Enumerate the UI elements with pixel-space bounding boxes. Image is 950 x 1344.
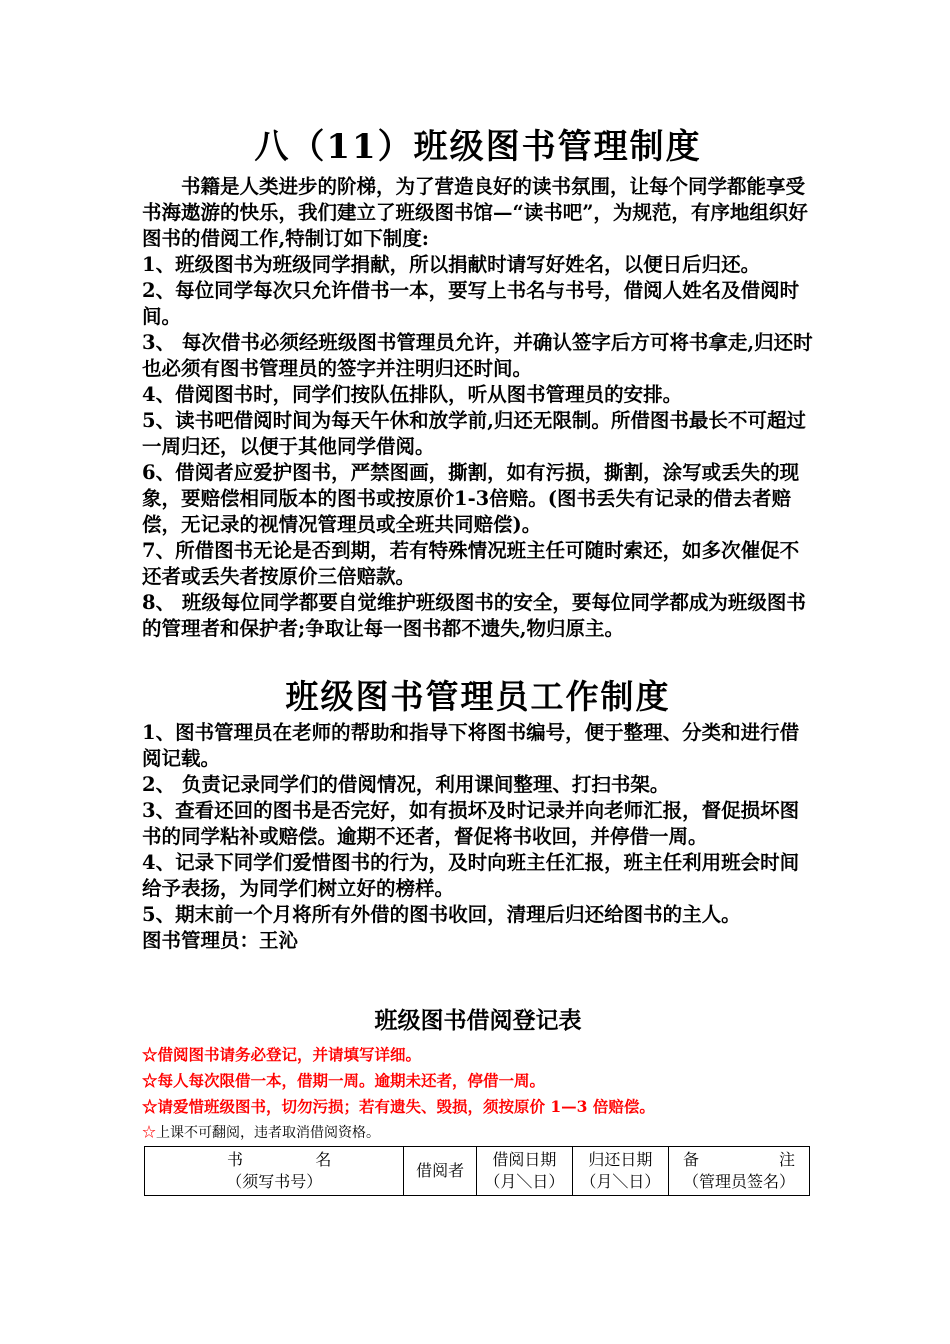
header-borrow-date (476, 1147, 572, 1196)
rules-intro: 书籍是人类进步的阶梯，为了营造良好的读书氛围，让每个同学都能享受书海遨游的快乐，我们建立了班级图书馆—“读书吧”，为规范，有序地组织好图书的借阅工作,特制订如下制度: (142, 175, 808, 250)
rules-title: 八（11）班级图书管理制度 (254, 127, 702, 167)
header-return-date (572, 1147, 668, 1196)
register-header-row (145, 1147, 810, 1196)
duty-item: 4、记录下同学们爱惜图书的行为，及时向班主任汇报，班主任利用班会时间给予表扬，为同学们树立好的榜样。 (142, 851, 800, 900)
rule-item: 2、每位同学每次只允许借书一本，要写上书名与书号，借阅人姓名及借阅时间。 (142, 279, 800, 328)
header-note-char: 注 (778, 1150, 795, 1169)
header-note-sub: （管理员签名） (682, 1172, 795, 1191)
header-borrow-date-sub: （月＼日） (484, 1172, 565, 1191)
duty-item: 1、图书管理员在老师的帮助和指导下将图书编号，便于整理、分类和进行借阅记载。 (142, 721, 800, 770)
header-book-char: 书 (227, 1150, 244, 1169)
star-icon: ☆ (142, 1125, 156, 1141)
header-book-char: 名 (315, 1150, 332, 1169)
librarian-title: 班级图书管理员工作制度 (285, 677, 671, 716)
register-note: ☆借阅图书请务必登记，并请填写详细。 (142, 1045, 422, 1064)
header-note-char: 备 (682, 1150, 699, 1169)
register-note: ☆每人每次限借一本，借期一周。逾期未还者，停借一周。 (142, 1071, 546, 1090)
header-book-sub: （须写书号） (226, 1172, 323, 1191)
librarian-signature: 图书管理员：王沁 (142, 929, 299, 952)
rule-item: 3、 每次借书必须经班级图书管理员允许，并确认签字后方可将书拿走,归还时也必须有图书管理员的签字并注明归还时间。 (142, 331, 813, 380)
register-note: ☆请爱惜班级图书，切勿污损；若有遗失、毁损，须按原价 1—3 倍赔偿。 (142, 1097, 655, 1116)
rule-item: 4、借阅图书时，同学们按队伍排队，听从图书管理员的安排。 (142, 383, 683, 406)
register-table (144, 1146, 810, 1196)
header-note (668, 1147, 809, 1196)
rules-section (142, 174, 814, 642)
rule-item: 5、读书吧借阅时间为每天午休和放学前,归还无限制。所借图书最长不可超过一周归还，以便于其他同学借阅。 (142, 409, 806, 458)
register-note-text: 上课不可翻阅，违者取消借阅资格。 (156, 1125, 380, 1141)
rule-item: 1、班级图书为班级同学捐献，所以捐献时请写好姓名，以便日后归还。 (142, 253, 761, 276)
rule-item: 6、借阅者应爱护图书，严禁图画，撕割，如有污损，撕割，涂写或丢失的现象，要赔偿相同版本的图书或按原价1-3倍赔。(图书丢失有记录的借去者赔偿，无记录的视情况管理员或全班共同赔偿)。 (142, 461, 800, 536)
register-note-plain (142, 1120, 814, 1146)
rule-item: 8、 班级每位同学都要自觉维护班级图书的安全，要每位同学都成为班级图书的管理者和保护者;争取让每一图书都不遗失,物归原主。 (142, 591, 806, 640)
header-return-date-sub: （月＼日） (580, 1172, 661, 1191)
register-notes (142, 1042, 814, 1146)
librarian-section (142, 720, 814, 954)
duty-item: 5、期末前一个月将所有外借的图书收回，清理后归还给图书的主人。 (142, 903, 741, 926)
header-borrower: 借阅者 (404, 1147, 476, 1196)
header-book (145, 1147, 404, 1196)
header-return-date-label: 归还日期 (588, 1150, 653, 1169)
header-borrow-date-label: 借阅日期 (492, 1150, 557, 1169)
duty-item: 2、 负责记录同学们的借阅情况，利用课间整理、打扫书架。 (142, 773, 670, 796)
rule-item: 7、所借图书无论是否到期，若有特殊情况班主任可随时索还，如多次催促不还者或丢失者按原价三倍赔款。 (142, 539, 800, 588)
duty-item: 3、查看还回的图书是否完好，如有损坏及时记录并向老师汇报，督促损坏图书的同学粘补或赔偿。逾期不还者，督促将书收回，并停借一周。 (142, 799, 800, 848)
register-title: 班级图书借阅登记表 (374, 1007, 582, 1034)
